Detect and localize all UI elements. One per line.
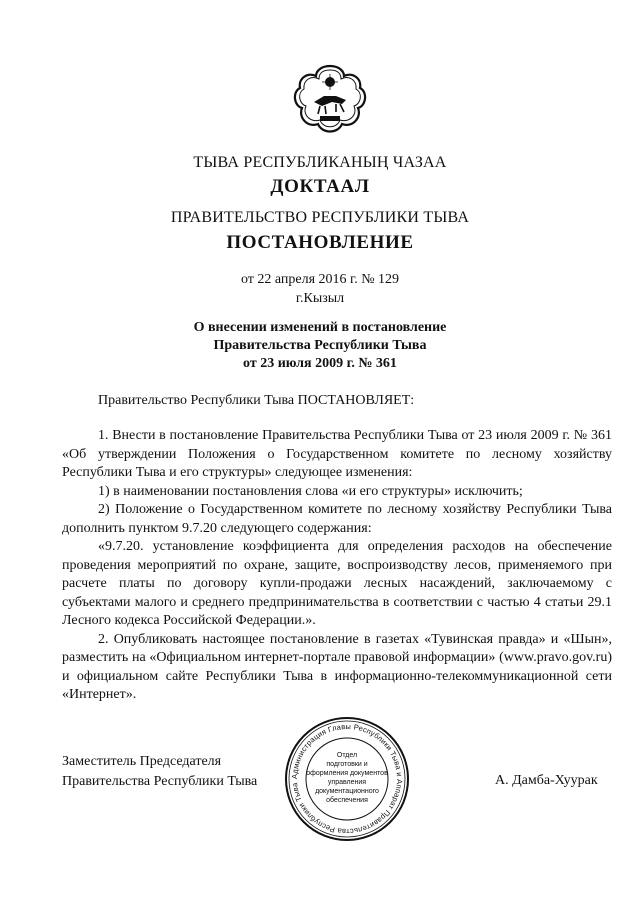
header-government-title: ПРАВИТЕЛЬСТВО РЕСПУБЛИКИ ТЫВА <box>170 209 470 226</box>
subject-line-3: от 23 июля 2009 г. № 361 <box>243 356 397 371</box>
document-body <box>62 427 612 705</box>
subject-line-2: Правительства Республики Тыва <box>213 338 427 353</box>
header-doktaal: ДОКТААЛ <box>270 176 370 197</box>
stamp-inner-line-3: оформления документов <box>306 770 388 777</box>
document-date-number: от 22 апреля 2016 г. № 129 <box>240 272 400 287</box>
stamp-inner-line-6: обеспечения <box>326 797 368 804</box>
stamp-inner-line-5: документационного <box>315 788 379 795</box>
paragraph-2: 2. Опубликовать настоящее постановление в газетах «Тувинская правда» и «Шын», разместить на «Официальном интернет-портале правовой информации» (www.pravo.gov.ru) и официальном сайте Республики Тыва в информационно-телекоммуникационной сети «Интернет». <box>62 631 612 702</box>
paragraph-1: 1. Внести в постановление Правительства Республики Тыва от 23 июля 2009 г. № 361 «Об утверждении Положения о Государственном комитете по лесному хозяйству Республики Тыва и его структуры» следующее изменения: <box>62 428 612 480</box>
signatory-position-line-1: Заместитель Председателя <box>62 754 222 769</box>
signatory-position-line-2: Правительства Республики Тыва <box>62 774 258 789</box>
signatory-position <box>62 752 257 792</box>
stamp-ring-text: Администрация Главы Республики Тыва и Аппарат Правительства Республики Тыва <box>289 721 405 837</box>
tuva-coat-of-arms-icon <box>292 62 368 138</box>
decree-line: Правительство Республики Тыва ПОСТАНОВЛЯЕТ: <box>98 393 415 408</box>
paragraph-1-3: «9.7.20. установление коэффициента для определения расходов на обеспечение проведения мероприятий по охране, защите, воспроизводству лесов, применяемого при расчете платы по договору купли-продажи лесных насаждений, заключаемому с субъектами малого и среднего предпринимательства в соответствии с частью 4 статьи 29.1 Лесного кодекса Российской Федерации.». <box>62 539 612 628</box>
header-postanovlenie: ПОСТАНОВЛЕНИЕ <box>226 232 414 253</box>
header-tyva-title: ТЫВА РЕСПУБЛИКАНЫҢ ЧАЗАА <box>193 154 447 171</box>
stamp-inner-line-1: Отдел <box>336 752 358 759</box>
official-stamp <box>283 715 411 843</box>
subject-line-1: О внесении изменений в постановление <box>193 320 447 335</box>
paragraph-1-1: 1) в наименовании постановления слова «и его структуры» исключить; <box>98 483 523 499</box>
stamp-inner-line-4: управления <box>327 779 367 786</box>
paragraph-1-2: 2) Положение о Государственном комитете по лесному хозяйству Республики Тыва дополнить пунктом 9.7.20 следующего содержания: <box>62 502 612 536</box>
stamp-inner-line-2: подготовки и <box>326 761 368 768</box>
document-city: г.Кызыл <box>295 291 345 306</box>
signatory-name: А. Дамба-Хуурак <box>495 773 598 788</box>
